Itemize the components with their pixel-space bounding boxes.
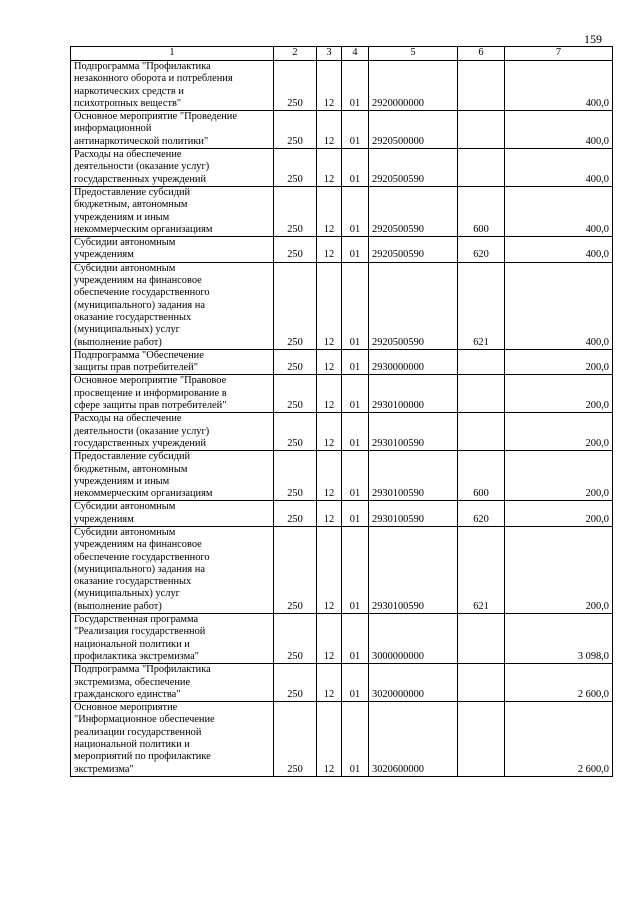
row-col2-cell: 250	[274, 614, 317, 664]
table-row	[71, 61, 613, 111]
row-col4-cell: 01	[342, 349, 369, 375]
row-col4-cell: 01	[342, 702, 369, 777]
row-code-cell: 2920500590	[369, 237, 458, 263]
row-type-cell: 620	[458, 237, 505, 263]
table-row	[71, 614, 613, 664]
row-name-cell: Предоставление субсидий бюджетным, автономным учреждениям и иным некоммерческим организациям	[71, 186, 274, 236]
row-sum-cell: 2 600,0	[505, 702, 613, 777]
row-type-cell: 600	[458, 186, 505, 236]
row-name-cell: Расходы на обеспечение деятельности (оказание услуг) государственных учреждений	[71, 413, 274, 451]
row-sum-cell: 400,0	[505, 111, 613, 149]
row-sum-cell: 200,0	[505, 501, 613, 527]
row-col3-cell: 12	[317, 501, 342, 527]
row-name-cell: Предоставление субсидий бюджетным, автономным учреждениям и иным некоммерческим организациям	[71, 451, 274, 501]
row-type-cell: 621	[458, 262, 505, 349]
row-col2-cell: 250	[274, 262, 317, 349]
row-code-cell: 2920000000	[369, 61, 458, 111]
table-row	[71, 526, 613, 613]
row-col2-cell: 250	[274, 526, 317, 613]
row-sum-cell: 3 098,0	[505, 614, 613, 664]
row-sum-cell: 200,0	[505, 349, 613, 375]
row-code-cell: 3000000000	[369, 614, 458, 664]
table-row	[71, 451, 613, 501]
row-col3-cell: 12	[317, 702, 342, 777]
row-col2-cell: 250	[274, 237, 317, 263]
header-col-2: 2	[274, 47, 317, 61]
table-row	[71, 702, 613, 777]
row-col2-cell: 250	[274, 111, 317, 149]
row-col3-cell: 12	[317, 186, 342, 236]
row-sum-cell: 2 600,0	[505, 664, 613, 702]
row-name-cell: Расходы на обеспечение деятельности (оказание услуг) государственных учреждений	[71, 149, 274, 187]
row-col4-cell: 01	[342, 526, 369, 613]
row-code-cell: 2930100590	[369, 501, 458, 527]
row-col3-cell: 12	[317, 664, 342, 702]
table-row	[71, 186, 613, 236]
row-sum-cell: 200,0	[505, 375, 613, 413]
row-name-cell: Основное мероприятие "Проведение информационной антинаркотической политики"	[71, 111, 274, 149]
header-col-6: 6	[458, 47, 505, 61]
row-code-cell: 2930100590	[369, 413, 458, 451]
table-row	[71, 501, 613, 527]
table-row	[71, 375, 613, 413]
row-col4-cell: 01	[342, 664, 369, 702]
table-row	[71, 237, 613, 263]
row-col4-cell: 01	[342, 237, 369, 263]
row-type-cell: 600	[458, 451, 505, 501]
row-code-cell: 2920500590	[369, 262, 458, 349]
row-name-cell: Субсидии автономным учреждениям на финансовое обеспечение государственного (муниципального) задания на оказание государственных (муниципальных) услуг (выполнение работ)	[71, 526, 274, 613]
row-type-cell	[458, 61, 505, 111]
row-col2-cell: 250	[274, 702, 317, 777]
row-name-cell: Основное мероприятие "Информационное обеспечение реализации государственной национальной политики и мероприятий по профилактике экстремизма"	[71, 702, 274, 777]
row-col3-cell: 12	[317, 413, 342, 451]
row-type-cell	[458, 375, 505, 413]
row-col4-cell: 01	[342, 186, 369, 236]
row-sum-cell: 400,0	[505, 149, 613, 187]
table-row	[71, 413, 613, 451]
row-sum-cell: 400,0	[505, 61, 613, 111]
row-col4-cell: 01	[342, 149, 369, 187]
header-row	[71, 47, 613, 61]
row-type-cell: 620	[458, 501, 505, 527]
row-col3-cell: 12	[317, 451, 342, 501]
row-code-cell: 2920500000	[369, 111, 458, 149]
row-code-cell: 2930000000	[369, 349, 458, 375]
row-col3-cell: 12	[317, 349, 342, 375]
row-name-cell: Субсидии автономным учреждениям	[71, 237, 274, 263]
row-code-cell: 2930100590	[369, 526, 458, 613]
row-name-cell: Государственная программа "Реализация государственной национальной политики и профилактика экстремизма"	[71, 614, 274, 664]
row-type-cell	[458, 664, 505, 702]
table-row	[71, 664, 613, 702]
row-code-cell: 2920500590	[369, 149, 458, 187]
row-col4-cell: 01	[342, 413, 369, 451]
row-col3-cell: 12	[317, 262, 342, 349]
row-col2-cell: 250	[274, 451, 317, 501]
row-col2-cell: 250	[274, 149, 317, 187]
row-code-cell: 2930100590	[369, 451, 458, 501]
table-body	[71, 61, 613, 777]
row-col3-cell: 12	[317, 526, 342, 613]
row-col4-cell: 01	[342, 451, 369, 501]
row-name-cell: Подпрограмма "Профилактика незаконного оборота и потребления наркотических средств и психотропных веществ"	[71, 61, 274, 111]
row-type-cell	[458, 413, 505, 451]
row-col2-cell: 250	[274, 375, 317, 413]
row-col4-cell: 01	[342, 111, 369, 149]
row-sum-cell: 200,0	[505, 526, 613, 613]
row-col4-cell: 01	[342, 262, 369, 349]
row-code-cell: 3020600000	[369, 702, 458, 777]
row-col2-cell: 250	[274, 664, 317, 702]
header-col-7: 7	[505, 47, 613, 61]
row-sum-cell: 200,0	[505, 413, 613, 451]
row-col2-cell: 250	[274, 186, 317, 236]
row-col4-cell: 01	[342, 375, 369, 413]
row-type-cell: 621	[458, 526, 505, 613]
budget-table	[70, 46, 613, 777]
header-col-5: 5	[369, 47, 458, 61]
row-col3-cell: 12	[317, 61, 342, 111]
row-type-cell	[458, 614, 505, 664]
row-code-cell: 3020000000	[369, 664, 458, 702]
row-col2-cell: 250	[274, 61, 317, 111]
row-type-cell	[458, 149, 505, 187]
header-col-3: 3	[317, 47, 342, 61]
row-name-cell: Субсидии автономным учреждениям на финансовое обеспечение государственного (муниципального) задания на оказание государственных (муниципальных) услуг (выполнение работ)	[71, 262, 274, 349]
header-col-4: 4	[342, 47, 369, 61]
table-row	[71, 349, 613, 375]
row-type-cell	[458, 349, 505, 375]
row-col2-cell: 250	[274, 501, 317, 527]
row-col3-cell: 12	[317, 111, 342, 149]
row-sum-cell: 400,0	[505, 262, 613, 349]
row-code-cell: 2920500590	[369, 186, 458, 236]
row-col3-cell: 12	[317, 149, 342, 187]
row-col3-cell: 12	[317, 614, 342, 664]
row-type-cell	[458, 702, 505, 777]
row-sum-cell: 400,0	[505, 186, 613, 236]
row-col4-cell: 01	[342, 61, 369, 111]
row-col3-cell: 12	[317, 375, 342, 413]
row-col4-cell: 01	[342, 614, 369, 664]
row-sum-cell: 400,0	[505, 237, 613, 263]
row-col3-cell: 12	[317, 237, 342, 263]
row-code-cell: 2930100000	[369, 375, 458, 413]
row-col2-cell: 250	[274, 413, 317, 451]
row-col4-cell: 01	[342, 501, 369, 527]
row-name-cell: Подпрограмма "Профилактика экстремизма, обеспечение гражданского единства"	[71, 664, 274, 702]
table-row	[71, 262, 613, 349]
header-col-1: 1	[71, 47, 274, 61]
table-row	[71, 149, 613, 187]
row-sum-cell: 200,0	[505, 451, 613, 501]
table-row	[71, 111, 613, 149]
row-name-cell: Субсидии автономным учреждениям	[71, 501, 274, 527]
row-name-cell: Основное мероприятие "Правовое просвещение и информирование в сфере защиты прав потребителей"	[71, 375, 274, 413]
page-number: 159	[584, 32, 602, 46]
row-type-cell	[458, 111, 505, 149]
row-name-cell: Подпрограмма "Обеспечение защиты прав потребителей"	[71, 349, 274, 375]
row-col2-cell: 250	[274, 349, 317, 375]
